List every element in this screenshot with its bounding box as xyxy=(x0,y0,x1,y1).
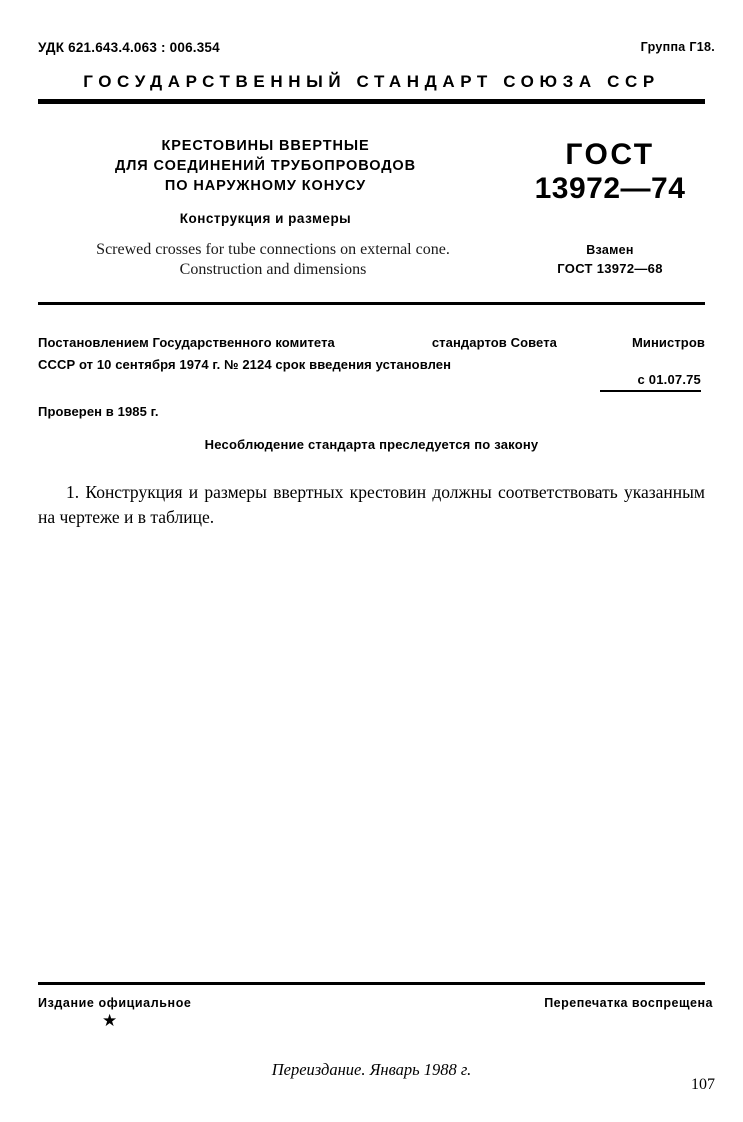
standard-title-line-1: КРЕСТОВИНЫ ВВЕРТНЫЕ xyxy=(161,138,370,154)
decree-segment-b: стандартов Совета xyxy=(431,335,557,350)
checked-year: Проверен в 1985 г. xyxy=(38,404,159,419)
decree-segment-a: Постановлением Государственного комитета xyxy=(38,335,335,350)
effective-date-underline xyxy=(600,390,701,392)
decree-segment-c: Министров xyxy=(631,335,705,350)
official-edition-label: Издание официальное xyxy=(38,996,192,1010)
reprint-forbidden-label: Перепечатка воспрещена xyxy=(544,996,713,1010)
page-number: 107 xyxy=(691,1076,715,1093)
standard-title-english-line-2: Construction and dimensions xyxy=(179,261,367,278)
udk-code: УДК 621.643.4.063 : 006.354 xyxy=(38,40,220,55)
standard-title xyxy=(38,136,493,196)
replaces-standard-number: ГОСТ 13972—68 xyxy=(557,261,663,276)
penalty-notice: Несоблюдение стандарта преследуется по закону xyxy=(204,437,539,452)
group-label: Группа Г18. xyxy=(640,40,715,54)
header-divider-rule xyxy=(38,99,705,104)
state-standard-heading: ГОСУДАРСТВЕННЫЙ СТАНДАРТ СОЮЗА ССР xyxy=(83,72,660,91)
decree-line-1 xyxy=(38,335,705,350)
star-icon: ★ xyxy=(102,1011,118,1030)
replaces-label: Взамен xyxy=(586,243,634,257)
standard-title-english xyxy=(38,240,508,280)
gost-label: ГОСТ xyxy=(565,138,655,171)
title-divider-rule xyxy=(38,302,705,305)
footer-divider-rule xyxy=(38,982,705,985)
clause-1-text: 1. Конструкция и размеры ввертных крестовин должны соответствовать указанным на чертеже и в таблице. xyxy=(38,482,705,527)
gost-number: 13972—74 xyxy=(534,172,686,205)
standard-title-english-line-1: Screwed crosses for tube connections on external cone. xyxy=(96,241,450,258)
decree-line-2: СССР от 10 сентября 1974 г. № 2124 срок введения установлен xyxy=(38,357,452,372)
reissue-note: Переиздание. Январь 1988 г. xyxy=(271,1060,472,1079)
effective-date: с 01.07.75 xyxy=(637,372,701,387)
standard-title-line-2: ДЛЯ СОЕДИНЕНИЙ ТРУБОПРОВОДОВ xyxy=(115,158,416,174)
standard-subtitle: Конструкция и размеры xyxy=(179,211,352,226)
standard-title-line-3: ПО НАРУЖНОМУ КОНУСУ xyxy=(164,178,367,194)
